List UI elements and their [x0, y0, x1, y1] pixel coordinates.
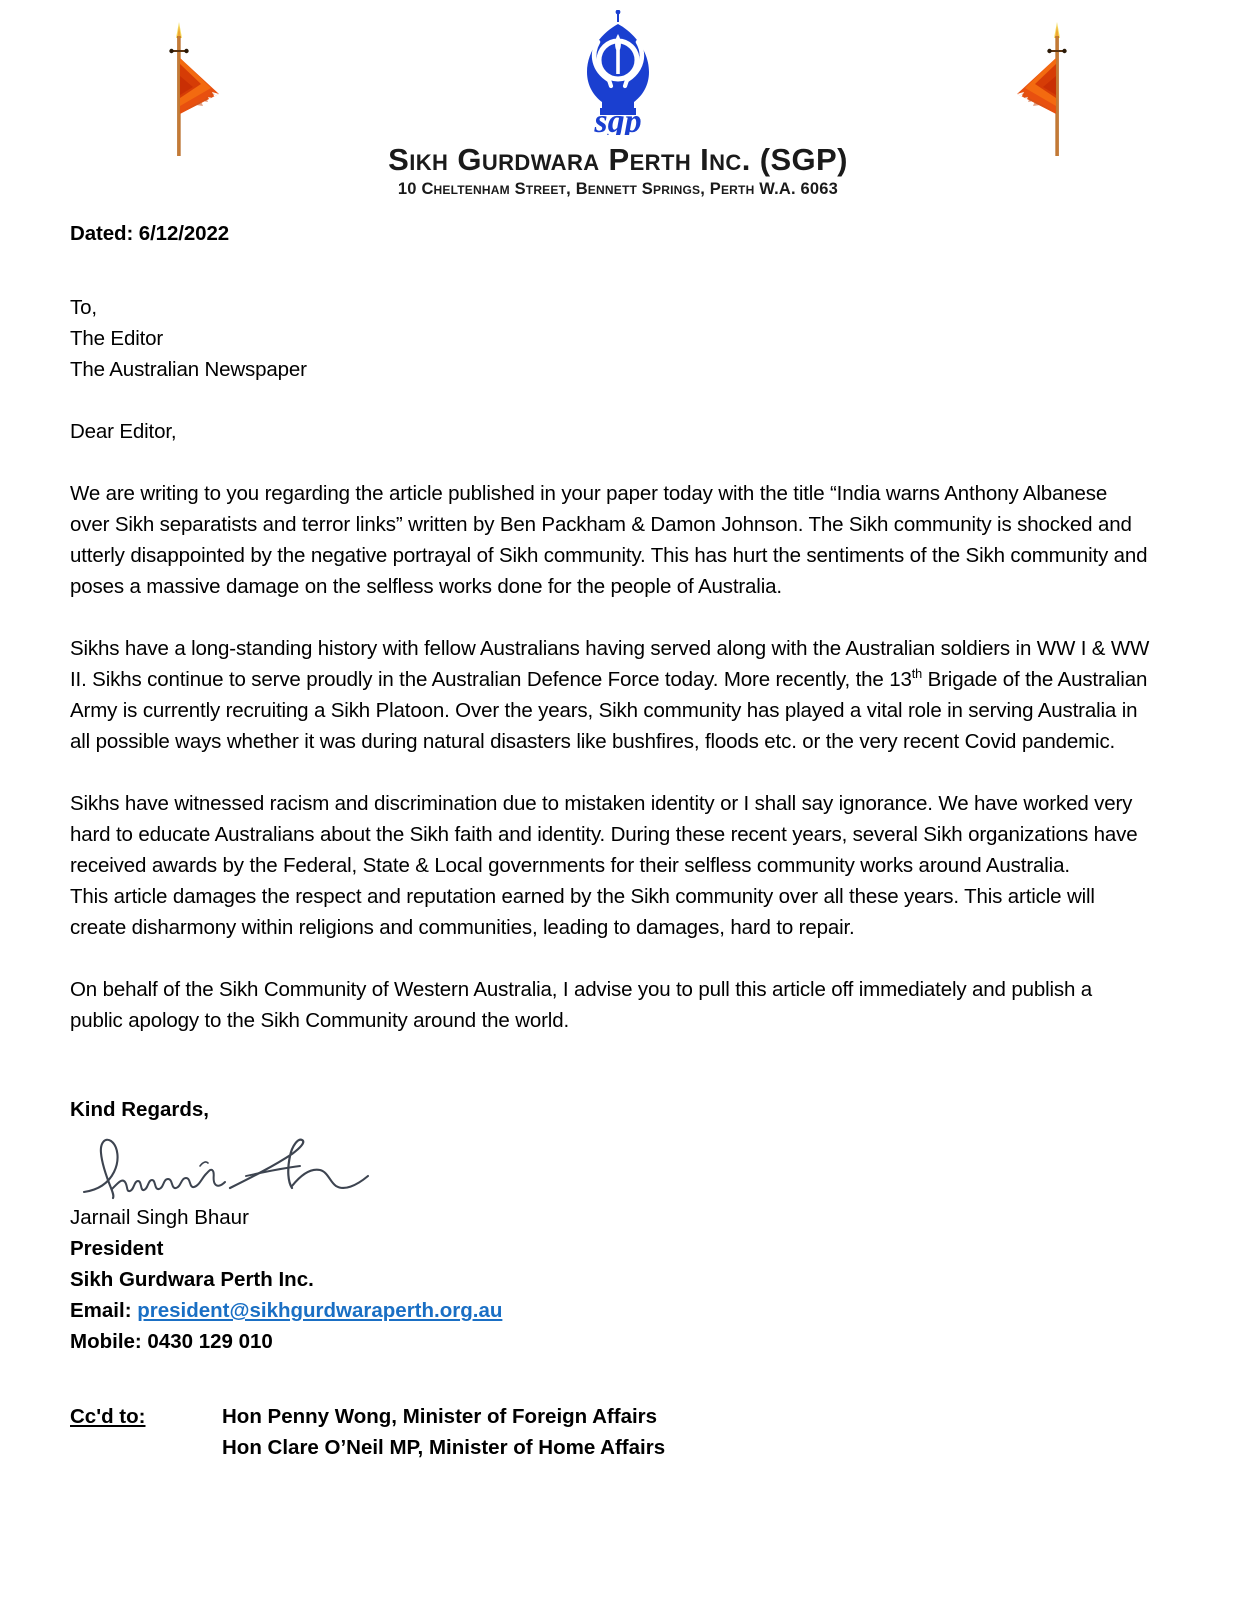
cc-recipients	[222, 1401, 665, 1463]
paragraph-intro: We are writing to you regarding the article published in your paper today with the title “India warns Anthony Albanese over Sikh separatists and terror links” written by Ben Packham & Damon Johnson. The Sikh community is shocked and utterly disappointed by the negative portrayal of Sikh community. This has hurt the sentiments of the Sikh community and poses a massive damage on the selfless works done for the people of Australia.	[70, 482, 1148, 598]
nishan-sahib-flag-left-icon	[163, 18, 223, 158]
paragraph-racism: Sikhs have witnessed racism and discrimination due to mistaken identity or I shall say ignorance. We have worked very hard to educate Australians about the Sikh faith and identity. During these recent years, several Sikh organizations have received awards by the Federal, State & Local governments for their selfless community works around Australia.	[70, 792, 1138, 877]
organization-name: Sikh Gurdwara Perth Inc. (SGP)	[388, 142, 848, 177]
date-line: Dated: 6/12/2022	[70, 222, 230, 245]
sgp-monogram-text: sgp	[594, 103, 642, 135]
recipient-block	[70, 292, 1150, 385]
cc-block	[70, 1401, 1150, 1463]
paragraph-request: On behalf of the Sikh Community of Western Australia, I advise you to pull this article off immediately and publish a public apology to the Sikh Community around the world.	[70, 978, 1093, 1032]
signer-title: President	[70, 1237, 164, 1260]
sgp-khanda-logo	[553, 10, 683, 135]
mobile-line: Mobile: 0430 129 010	[70, 1330, 273, 1353]
signer-name: Jarnail Singh Bhaur	[70, 1206, 249, 1229]
paragraph-military-service	[70, 633, 1150, 757]
cc-recipient-1: Hon Penny Wong, Minister of Foreign Affairs	[222, 1405, 658, 1428]
salutation: Dear Editor,	[70, 420, 177, 443]
paragraph-damages: This article damages the respect and reputation earned by the Sikh community over all these years. This article will create disharmony within religions and communities, leading to damages, hard to repair.	[70, 885, 1095, 939]
email-label: Email:	[70, 1299, 132, 1322]
ordinal-superscript: th	[911, 666, 923, 682]
paragraph-military-after: Brigade of the Australian Army is currently recruiting a Sikh Platoon. Over the years, Sikh community has played a vital role in serving Australia in all possible ways whether it was during natural disasters like bushfires, floods etc. or the very recent Covid pandemic.	[70, 668, 1148, 753]
recipient-line-2: The Editor	[70, 327, 164, 350]
letterhead	[0, 0, 1236, 208]
email-line	[70, 1295, 1150, 1326]
closing-regards: Kind Regards,	[70, 1098, 209, 1121]
nishan-sahib-flag-right-icon	[1013, 18, 1073, 158]
cc-recipient-2: Hon Clare O’Neil MP, Minister of Home Affairs	[222, 1436, 666, 1459]
signer-organization: Sikh Gurdwara Perth Inc.	[70, 1268, 314, 1291]
letter-body	[70, 222, 1150, 1463]
recipient-line-3: The Australian Newspaper	[70, 358, 307, 381]
paragraph-military-before: Sikhs have a long-standing history with fellow Australians having served along with the Australian soldiers in WW I & WW II. Sikhs continue to serve proudly in the Australian Defence Force today. More recently, the 13	[70, 637, 1150, 691]
cc-label: Cc'd to:	[70, 1405, 146, 1428]
handwritten-signature-image	[78, 1128, 408, 1200]
recipient-line-1: To,	[70, 296, 97, 319]
organization-address: 10 Cheltenham Street, Bennett Springs, Perth W.A. 6063	[397, 180, 839, 198]
email-link[interactable]: president@sikhgurdwaraperth.org.au	[137, 1299, 503, 1322]
